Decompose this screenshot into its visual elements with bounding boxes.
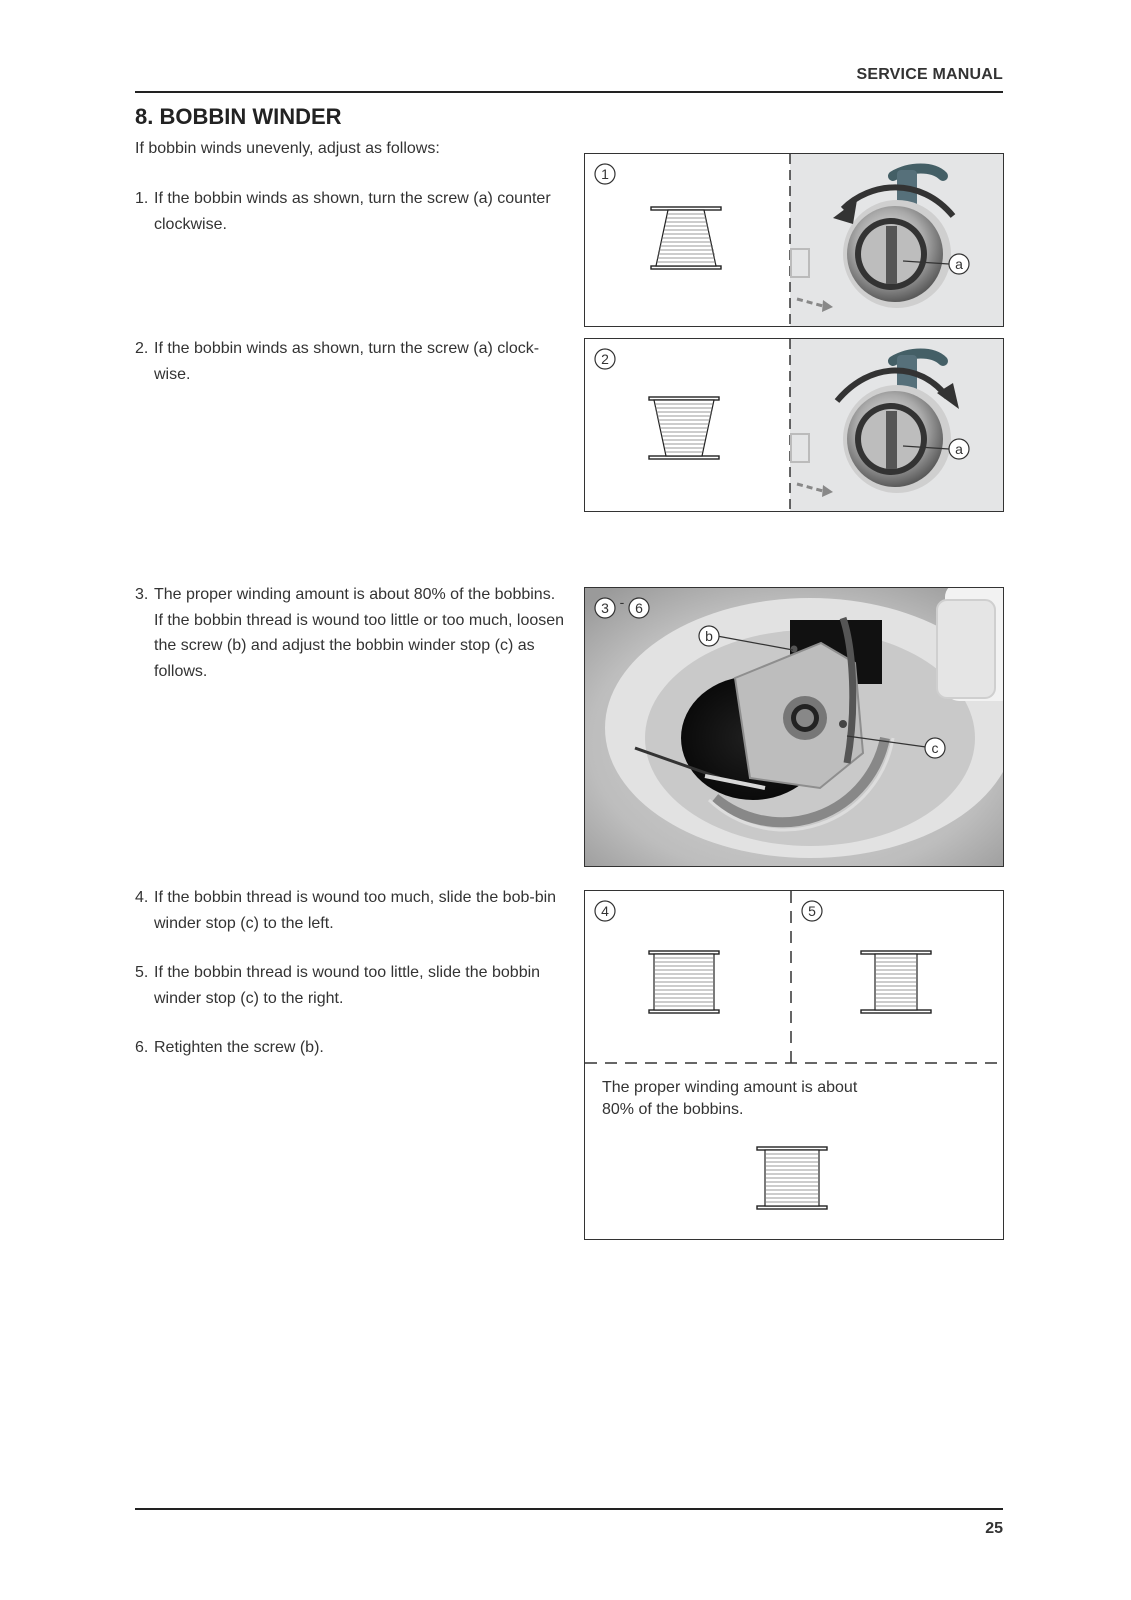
badge-5 xyxy=(802,901,822,921)
step-text: If the bobbin thread is wound too little, slide the bobbin winder stop (c) to the right. xyxy=(154,964,541,1007)
bobbin-diagram xyxy=(651,207,721,269)
step-number: 1. xyxy=(135,190,149,207)
section-intro: If bobbin winds unevenly, adjust as follows: xyxy=(135,140,440,157)
step-text: If the bobbin winds as shown, turn the screw (a) counter clockwise. xyxy=(154,190,551,233)
proper-winding-note: The proper winding amount is about 80% of the bobbins. xyxy=(602,1079,858,1118)
callout-b: b xyxy=(705,628,713,644)
step-5 xyxy=(135,960,565,1011)
callout-c: c xyxy=(931,740,939,756)
callout-a: a xyxy=(955,256,963,272)
step-1 xyxy=(135,186,565,237)
step-number: 6. xyxy=(135,1039,149,1056)
header-rule xyxy=(135,91,1003,93)
badge-to: 6 xyxy=(635,600,643,616)
badge xyxy=(595,164,615,184)
bobbin-little-diagram xyxy=(861,951,931,1013)
footer-rule xyxy=(135,1508,1003,1510)
badge-number: 5 xyxy=(808,903,816,919)
badge-number: 4 xyxy=(601,903,609,919)
figure-1 xyxy=(584,153,1004,327)
step-text: The proper winding amount is about 80% of the bobbins. If the bobbin thread is wound too little or too much, loosen the screw (b) and adjust the bobbin winder stop (c) as follows. xyxy=(154,586,565,680)
badge xyxy=(595,349,615,369)
badge-4 xyxy=(595,901,615,921)
step-number: 3. xyxy=(135,586,149,603)
badge-from: 3 xyxy=(601,600,609,616)
bobbin-proper-diagram xyxy=(757,1147,827,1209)
step-6 xyxy=(135,1035,565,1061)
page-number: 25 xyxy=(985,1520,1003,1537)
step-text: If the bobbin winds as shown, turn the screw (a) clock-wise. xyxy=(154,340,540,383)
figure-4-5 xyxy=(584,890,1004,1240)
badge-number: 2 xyxy=(601,351,609,367)
bobbin-full-diagram xyxy=(649,951,719,1013)
winder-photo xyxy=(790,154,1004,327)
step-4 xyxy=(135,885,565,936)
figure-3 xyxy=(584,587,1004,867)
bobbin-diagram xyxy=(649,397,719,459)
section-title: 8. BOBBIN WINDER xyxy=(135,104,342,129)
step-text: Retighten the screw (b). xyxy=(154,1039,324,1056)
header-title: SERVICE MANUAL xyxy=(856,66,1003,83)
step-number: 5. xyxy=(135,964,149,981)
badge-separator: - xyxy=(619,594,625,610)
step-number: 4. xyxy=(135,889,149,906)
step-text: If the bobbin thread is wound too much, slide the bob-bin winder stop (c) to the left. xyxy=(154,889,557,932)
winder-stop-photo xyxy=(585,588,1004,867)
winder-photo xyxy=(790,339,1004,512)
badge-number: 1 xyxy=(601,166,609,182)
callout-a: a xyxy=(955,441,963,457)
step-number: 2. xyxy=(135,340,149,357)
step-2 xyxy=(135,336,565,387)
step-3 xyxy=(135,582,565,684)
figure-2 xyxy=(584,338,1004,512)
